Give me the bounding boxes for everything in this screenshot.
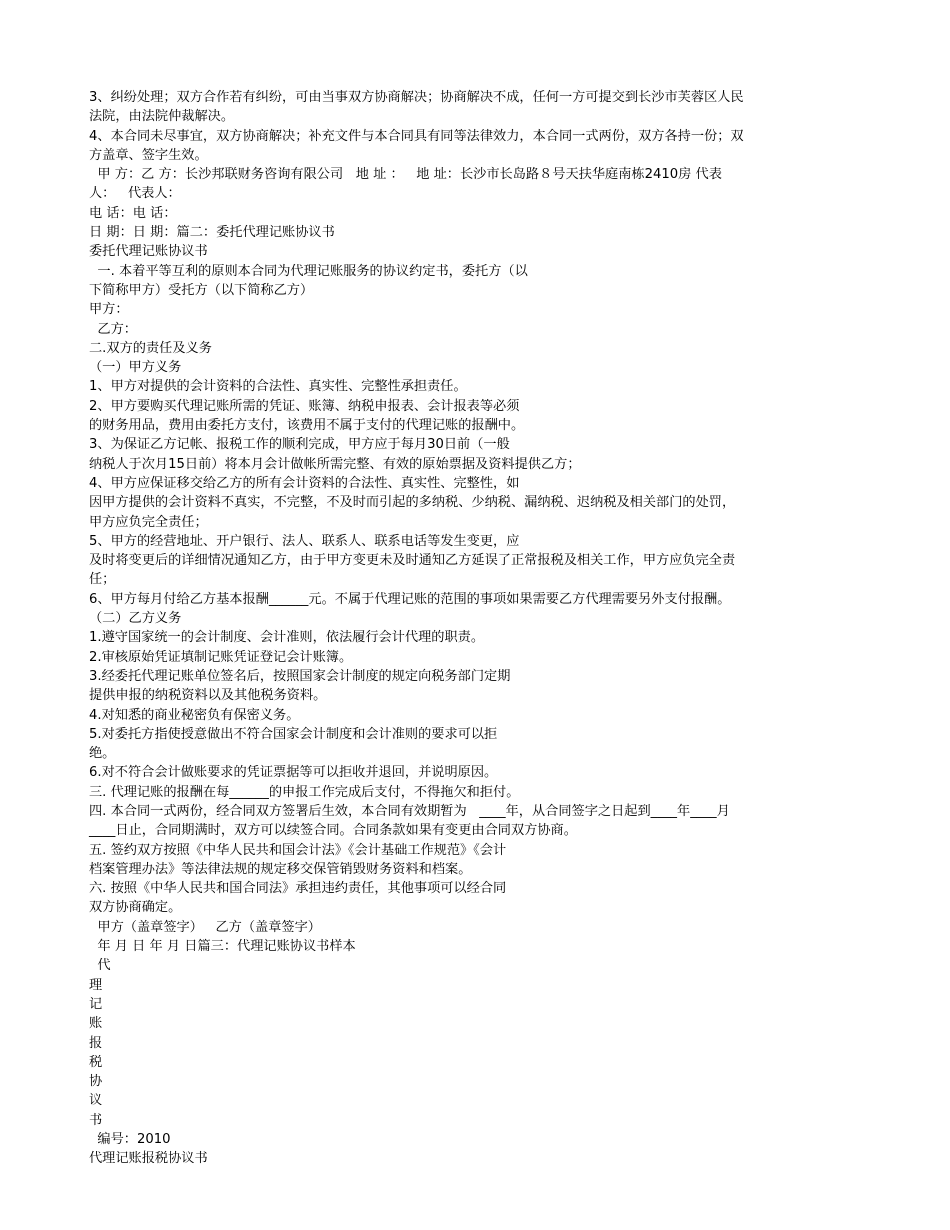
vertical-title-char: 报 bbox=[89, 1035, 103, 1051]
text-line: 2、甲方要购买代理记账所需的凭证、账簿、纳税申报表、会计报表等必须 bbox=[89, 398, 520, 414]
text-line: 档案管理办法》等法律法规的规定移交保管销毁财务资料和档案。 bbox=[89, 861, 472, 877]
text-line: 一. 本着平等互利的原则本合同为代理记账服务的协议约定书，委托方（以 bbox=[89, 263, 528, 279]
text-line: 4、本合同未尽事宜，双方协商解决；补充文件与本合同具有同等法律效力，本合同一式两份，双方各持一份；双 bbox=[89, 128, 744, 144]
text-line: 3.经委托代理记账单位签名后，按照国家会计制度的规定向税务部门定期 bbox=[89, 668, 511, 684]
document-body bbox=[89, 88, 864, 1169]
text-line: 任； bbox=[89, 572, 116, 588]
vertical-title-char: 记 bbox=[89, 996, 103, 1012]
text-line: 6.对不符合会计做账要求的凭证票据等可以拒收并退回，并说明原因。 bbox=[89, 765, 498, 781]
text-line: 电 话：电 话： bbox=[89, 205, 177, 221]
vertical-title-char: 议 bbox=[89, 1093, 103, 1109]
text-line: 日 期：日 期：篇二：委托代理记账协议书 bbox=[89, 225, 335, 241]
text-line: 五. 签约双方按照《中华人民共和国会计法》《会计基础工作规范》《会计 bbox=[89, 842, 507, 858]
section-title: 委托代理记账协议书 bbox=[89, 244, 208, 260]
text-line: 2.审核原始凭证填制记账凭证登记会计账簿。 bbox=[89, 649, 353, 665]
text-line: 4.对知悉的商业秘密负有保密义务。 bbox=[89, 707, 300, 723]
text-line: 3、为保证乙方记帐、报税工作的顺利完成，甲方应于每月30日前（一般 bbox=[89, 437, 510, 453]
vertical-title-char: 账 bbox=[89, 1016, 103, 1032]
subsection-heading: （一）甲方义务 bbox=[89, 360, 182, 376]
text-line: 下简称甲方）受托方（以下简称乙方） bbox=[89, 282, 314, 298]
text-line: 因甲方提供的会计资料不真实，不完整，不及时而引起的多纳税、少纳税、漏纳税、迟纳税及相关部门的处罚， bbox=[89, 495, 736, 511]
date-line: 年 月 日 年 月 日篇三：代理记账协议书样本 bbox=[89, 939, 356, 955]
text-line: 方盖章、签字生效。 bbox=[89, 147, 208, 163]
subsection-heading: （二）乙方义务 bbox=[89, 611, 182, 627]
text-line: 3、纠纷处理；双方合作若有纠纷，可由当事双方协商解决；协商解决不成，任何一方可提交到长沙市芙蓉区人民 bbox=[89, 90, 744, 105]
text-line: 提供申报的纳税资料以及其他税务资料。 bbox=[89, 688, 327, 704]
text-line: 纳税人于次月15日前）将本月会计做帐所需完整、有效的原始票据及资料提供乙方； bbox=[89, 456, 581, 472]
vertical-title-char: 税 bbox=[89, 1054, 103, 1070]
text-line: 乙方： bbox=[89, 321, 137, 337]
vertical-title-char: 书 bbox=[89, 1112, 103, 1128]
text-line: 双方协商确定。 bbox=[89, 900, 182, 916]
text-line: 1.遵守国家统一的会计制度、会计准则，依法履行会计代理的职责。 bbox=[89, 630, 485, 646]
vertical-title-char: 协 bbox=[89, 1074, 103, 1090]
text-line: 绝。 bbox=[89, 746, 116, 762]
text-line: 5、甲方的经营地址、开户银行、法人、联系人、联系电话等发生变更，应 bbox=[89, 533, 520, 549]
vertical-title-char: 理 bbox=[89, 977, 103, 993]
text-line: 及时将变更后的详细情况通知乙方，由于甲方变更未及时通知乙方延误了正常报税及相关工作，甲方应负完全责 bbox=[89, 553, 736, 569]
text-line: 四. 本合同一式两份，经合同双方签署后生效，本合同有效期暂为 ____年，从合同签字之日起到____年____月 bbox=[89, 803, 730, 819]
section-title: 代理记账报税协议书 bbox=[89, 1151, 208, 1167]
text-line: 的财务用品，费用由委托方支付，该费用不属于支付的代理记账的报酬中。 bbox=[89, 418, 525, 434]
text-line: ____日止，合同期满时，双方可以续签合同。合同条款如果有变更由合同双方协商。 bbox=[89, 823, 577, 839]
text-line: 三. 代理记账的报酬在每______的申报工作完成后支付，不得拖欠和拒付。 bbox=[89, 784, 520, 800]
text-line: 六. 按照《中华人民共和国合同法》承担违约责任，其他事项可以经合同 bbox=[89, 881, 507, 897]
text-line: 法院，由法院仲裁解决。 bbox=[89, 109, 235, 125]
text-line: 甲方应负完全责任； bbox=[89, 514, 208, 530]
text-line: 1、甲方对提供的会计资料的合法性、真实性、完整性承担责任。 bbox=[89, 379, 467, 395]
document-number: 编号：2010 bbox=[89, 1132, 171, 1148]
section-heading: 二.双方的责任及义务 bbox=[89, 340, 212, 356]
text-line: 4、甲方应保证移交给乙方的所有会计资料的合法性、真实性、完整性，如 bbox=[89, 475, 520, 491]
vertical-title-char: 代 bbox=[89, 958, 111, 974]
text-line: 甲 方：乙 方：长沙邦联财务咨询有限公司 地 址 ： 地 址：长沙市长岛路８号天扶华庭南栋2410房 代表 bbox=[89, 167, 722, 183]
signature-line: 甲方（盖章签字） 乙方（盖章签字） bbox=[89, 919, 321, 935]
text-line: 人： 代表人： bbox=[89, 186, 181, 202]
text-line: 6、甲方每月付给乙方基本报酬______元。不属于代理记账的范围的事项如果需要乙方代理需要另外支付报酬。 bbox=[89, 591, 731, 607]
text-line: 5.对委托方指使授意做出不符合国家会计制度和会计准则的要求可以拒 bbox=[89, 726, 498, 742]
text-line: 甲方： bbox=[89, 302, 129, 318]
